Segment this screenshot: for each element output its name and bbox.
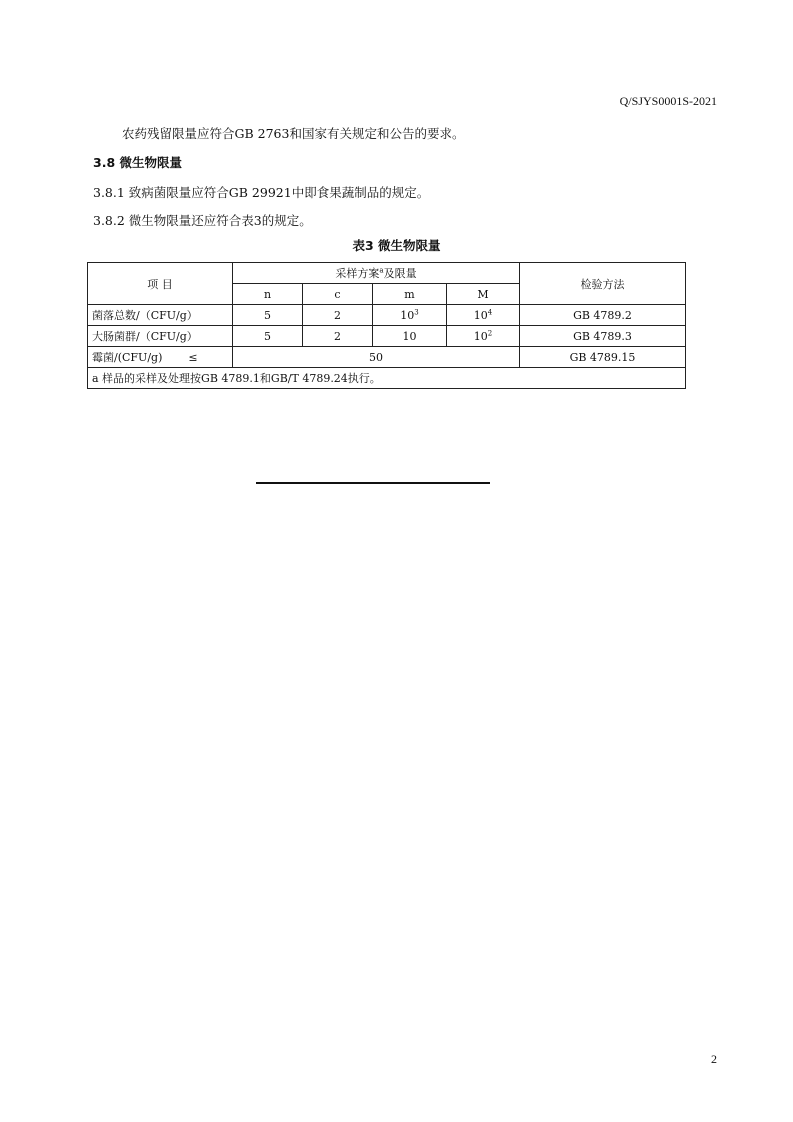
header-c: c: [303, 284, 373, 305]
row-method: GB 4789.3: [520, 326, 686, 347]
table-note-row: [88, 368, 686, 389]
row-m-exp: 3: [414, 307, 419, 316]
row-M: [447, 326, 520, 347]
header-sampling-suffix: 及限量: [383, 267, 417, 280]
table-note: a 样品的采样及处理按GB 4789.1和GB/T 4789.24执行。: [88, 368, 686, 389]
row-n: 5: [233, 305, 303, 326]
mold-method: GB 4789.15: [520, 347, 686, 368]
header-M: M: [447, 284, 520, 305]
mold-value: 50: [233, 347, 520, 368]
row-item: 菌落总数/（CFU/g）: [88, 305, 233, 326]
row-M-exp: 4: [487, 307, 493, 316]
microbial-limits-table: [87, 262, 686, 389]
row-m: [373, 305, 447, 326]
row-M-base: 10: [473, 308, 488, 322]
header-sampling-sup: a: [379, 266, 384, 275]
table-row-mold: [88, 347, 686, 368]
header-sampling-plan: [233, 263, 520, 284]
row-c: 2: [303, 305, 373, 326]
header-method: 检验方法: [520, 263, 686, 305]
row-M-exp: 2: [487, 328, 493, 337]
section-heading-3-8: 3.8 微生物限量: [93, 155, 182, 170]
document-code: Q/SJYS0001S-2021: [619, 94, 717, 108]
row-m: 10: [373, 326, 447, 347]
mold-limit-symbol: ≤: [188, 351, 198, 364]
mold-label: 霉菌/(CFU/g): [92, 351, 163, 364]
table-row: [88, 326, 686, 347]
mold-item: [88, 347, 233, 368]
row-item: 大肠菌群/（CFU/g）: [88, 326, 233, 347]
row-m-base: 10: [400, 308, 415, 322]
row-M: [447, 305, 520, 326]
row-n: 5: [233, 326, 303, 347]
header-m: m: [373, 284, 447, 305]
page-number: 2: [711, 1052, 717, 1066]
header-sampling-prefix: 采样方案: [335, 267, 380, 280]
clause-3-8-2: 3.8.2 微生物限量还应符合表3的规定。: [93, 213, 312, 228]
table-row: [88, 305, 686, 326]
table-title: 表3 微生物限量: [352, 238, 441, 253]
pesticide-residue-paragraph: 农药残留限量应符合GB 2763和国家有关规定和公告的要求。: [122, 126, 465, 141]
clause-3-8-1: 3.8.1 致病菌限量应符合GB 29921中即食果蔬制品的规定。: [93, 185, 430, 200]
end-of-standard-rule: [256, 482, 490, 484]
row-method: GB 4789.2: [520, 305, 686, 326]
table-header-row: [88, 263, 686, 284]
row-M-base: 10: [473, 329, 488, 343]
header-n: n: [233, 284, 303, 305]
row-c: 2: [303, 326, 373, 347]
header-item: 项 目: [88, 263, 233, 305]
